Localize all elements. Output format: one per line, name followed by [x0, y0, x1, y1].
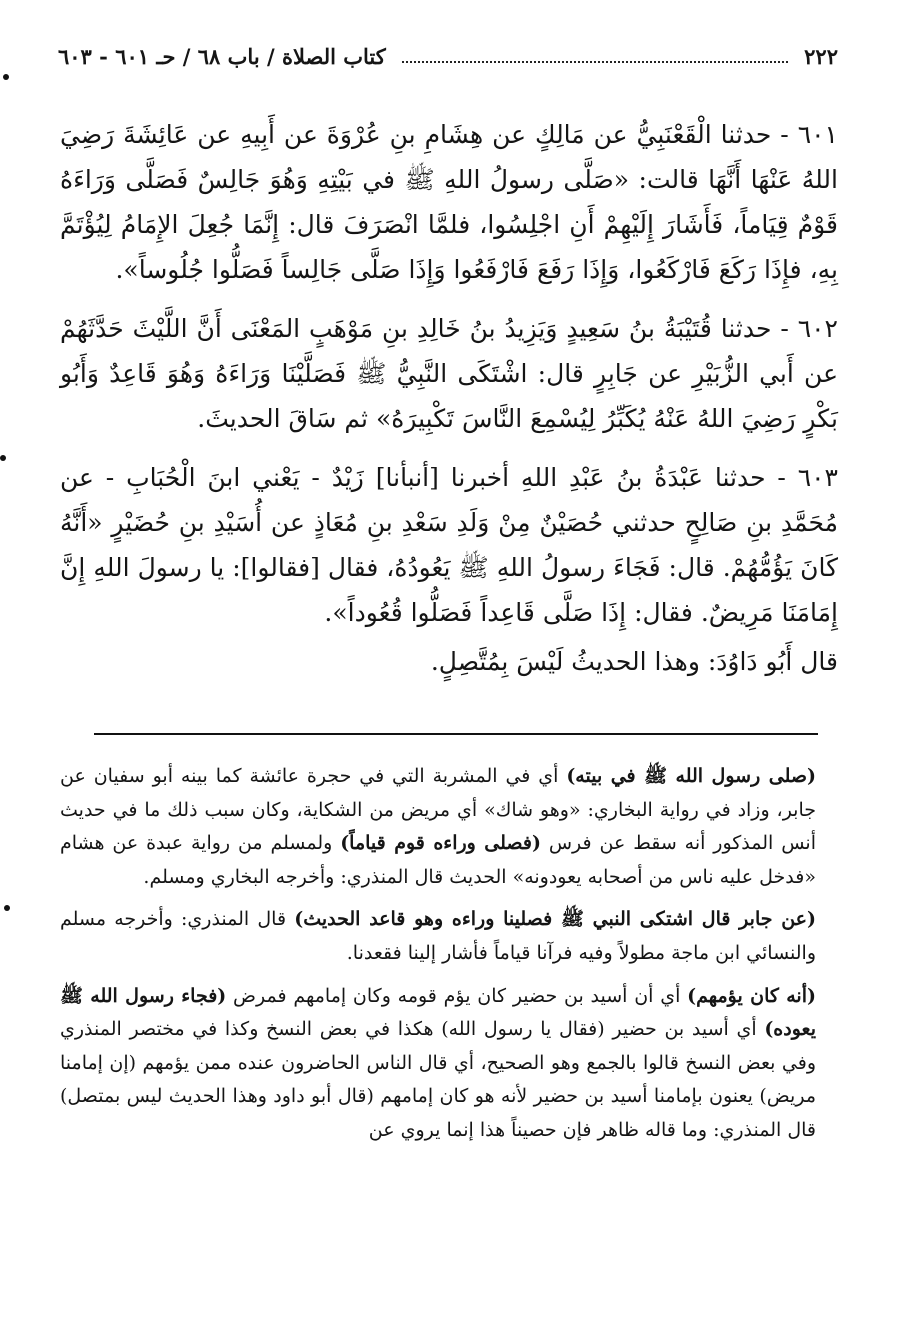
- hadith-601: ٦٠١ - حدثنا الْقَعْنَبِيُّ عن مَالِكٍ عن هِشَامِ بنِ عُرْوَةَ عن أَبِيهِ عن عَائِشَةَ رَضِيَ اللهُ عَنْهَا أَنَّهَا قالت: «صَلَّى رسولُ اللهِ ﷺ في بَيْتِهِ وَهُوَ جَالِسٌ فَصَلَّى وَرَاءَهُ قَوْمٌ قِيَاماً، فَأَشَارَ إِلَيْهِمْ أَنِ اجْلِسُوا، فلمَّا انْصَرَفَ قال: إِنَّمَا جُعِلَ الإِمَامُ لِيُؤْتَمَّ بِهِ، فإِذَا رَكَعَ فَارْكَعُوا، وَإِذَا رَفَعَ فَارْفَعُوا وَإِذَا صَلَّى جَالِساً فَصَلُّوا جُلُوساً».: [60, 120, 838, 284]
- footnote-1-lemma-2: (فصلى وراءه قوم قياماً): [340, 832, 541, 855]
- page-number: ٢٢٢: [804, 43, 838, 69]
- footnote-1-text: أي في المشربة التي في حجرة عائشة كما بينه أبو سفيان عن جابر، وزاد في رواية البخاري: «وهو شاك» أي مريض من الشكاية، وكان سبب ذلك ما في حديث أنس المذكور أنه سقط عن فرس: [60, 765, 817, 855]
- abu-dawud-note: قال أَبُو دَاوُدَ: وهذا الحديثُ لَيْسَ بِمُتَّصِلٍ.: [430, 647, 838, 676]
- page-header: [58, 38, 838, 74]
- footnote-separator: [94, 733, 818, 735]
- footnote-2: [60, 903, 816, 970]
- footnote-1-lemma: (صلى رسول الله ﷺ في بيته): [566, 765, 816, 787]
- footnote-3: [60, 980, 816, 1148]
- footnote-3-lemma-2: (فجاء رسول الله ﷺ يعوده): [60, 984, 816, 1041]
- footnote-3-text: أي أن أسيد بن حضير كان يؤم قومه وكان إمامهم فمرض: [226, 984, 688, 1007]
- main-text: [60, 112, 838, 698]
- scan-margin-mark: [0, 455, 6, 461]
- footnote-2-lemma: (عن جابر قال اشتكى النبي ﷺ فصلينا وراءه وهو قاعد الحديث): [294, 908, 817, 931]
- hadith-602: ٦٠٢ - حدثنا قُتَيْبَةُ بنُ سَعِيدٍ وَيَزِيدُ بنُ خَالِدِ بنِ مَوْهَبٍ المَعْنَى أَنَّ اللَّيْثَ حَدَّثَهُمْ عن أَبي الزُّبَيْرِ عن جَابِرٍ قال: اشْتَكَى النَّبِيُّ ﷺ فَصَلَّيْنَا وَرَاءَهُ وَهُوَ قَاعِدٌ وَأَبُو بَكْرٍ رَضِيَ اللهُ عَنْهُ يُكَبِّرُ لِيُسْمِعَ النَّاسَ تَكْبِيرَهُ» ثم سَاقَ الحديثَ.: [60, 314, 838, 433]
- footnote-1-text-2: ولمسلم من رواية عبدة عن هشام «فدخل عليه ناس من أصحابه يعودونه» الحديث قال المنذري: وأخرجه البخاري ومسلم.: [60, 832, 816, 888]
- commentary: [60, 760, 816, 1157]
- scan-margin-mark: [3, 74, 9, 80]
- header-dotted-leader: [402, 49, 788, 63]
- footnote-3-text-2: أي أسيد بن حضير (فقال يا رسول الله) هكذا في بعض النسخ وكذا في مختصر المنذري وفي بعض النسخ قالوا بالجمع وهو الصحيح، أي قال الناس الحاضرون عنده ممن يؤمهم (إن إمامنا مريض) يعنون بإمامنا أسيد بن حضير لأنه هو كان إمامهم (قال أبو داود وهذا الحديث ليس بمتصل) قال المنذري: وما قاله ظاهر فإن حصيناً هذا إنما يروي عن: [60, 1018, 816, 1141]
- scan-margin-mark: [4, 905, 10, 911]
- footnote-1: [60, 760, 816, 894]
- footnote-2-text: قال المنذري: وأخرجه مسلم والنسائي ابن ماجة مطولاً وفيه فرآنا قياماً فأشار إلينا فقعدنا.: [60, 908, 816, 964]
- hadith-603: ٦٠٣ - حدثنا عَبْدَةُ بنُ عَبْدِ اللهِ أخبرنا [أنبأنا] زَيْدٌ - يَعْني ابنَ الْحُبَابِ - عن مُحَمَّدِ بنِ صَالِحٍ حدثني حُصَيْنٌ مِنْ وَلَدِ سَعْدِ بنِ مُعَاذٍ عن أُسَيْدِ بنِ حُضَيْرٍ «أَنَّهُ كَانَ يَؤُمُّهُمْ. قال: فَجَاءَ رسولُ اللهِ ﷺ يَعُودُهُ، فقال [فقالوا]: يا رسولَ اللهِ إِنَّ إِمَامَنَا مَرِيضٌ. فقال: إِذَا صَلَّى قَاعِداً فَصَلُّوا قُعُوداً».: [60, 463, 838, 627]
- footnote-3-lemma: (أنه كان يؤمهم): [687, 984, 816, 1007]
- chapter-title: كتاب الصلاة / باب ٦٨ / حـ ٦٠١ - ٦٠٣: [58, 43, 386, 69]
